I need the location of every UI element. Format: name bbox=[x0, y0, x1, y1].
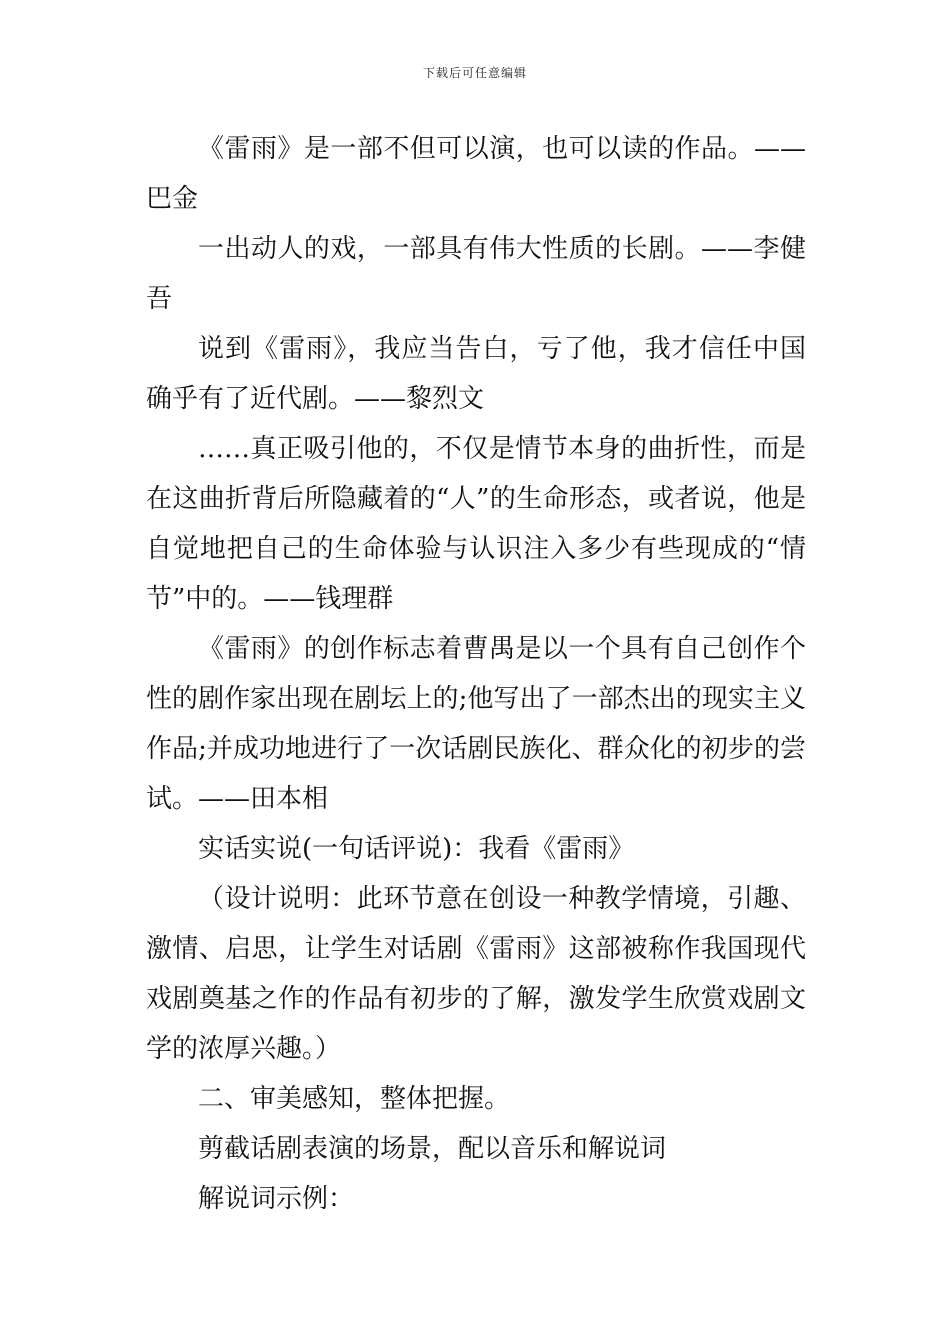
quote-tianbenxiang: 《雷雨》的创作标志着曹禺是以一个具有自己创作个性的剧作家出现在剧坛上的;他写出了一部杰出的现实主义作品;并成功地进行了一次话剧民族化、群众化的初步的尝试。——田本相 bbox=[146, 634, 806, 814]
activity-description: 剪截话剧表演的场景，配以音乐和解说词 bbox=[198, 1134, 667, 1164]
quote-lilieweng: 说到《雷雨》，我应当告白，亏了他，我才信任中国确乎有了近代剧。——黎烈文 bbox=[146, 334, 806, 414]
quote-bajin: 《雷雨》是一部不但可以演，也可以读的作品。——巴金 bbox=[146, 134, 806, 214]
design-note: （设计说明：此环节意在创设一种教学情境，引趣、激情、启思，让学生对话剧《雷雨》这部被称作我国现代戏剧奠基之作的作品有初步的了解，激发学生欣赏戏剧文学的浓厚兴趣。） bbox=[146, 884, 806, 1064]
section-heading: 二、审美感知，整体把握。 bbox=[198, 1084, 511, 1114]
quote-lijianwu: 一出动人的戏，一部具有伟大性质的长剧。——李健吾 bbox=[146, 234, 806, 314]
page-header: 下载后可任意编辑 bbox=[422, 66, 527, 80]
activity-prompt: 实话实说(一句话评说)：我看《雷雨》 bbox=[198, 834, 635, 864]
quote-qianliqun: ……真正吸引他的，不仅是情节本身的曲折性，而是在这曲折背后所隐藏着的“人”的生命形态，或者说，他是自觉地把自己的生命体验与认识注入多少有些现成的“情节”中的。——钱理群 bbox=[146, 434, 806, 614]
narration-example-label: 解说词示例： bbox=[198, 1184, 355, 1214]
document-body bbox=[146, 124, 806, 1224]
